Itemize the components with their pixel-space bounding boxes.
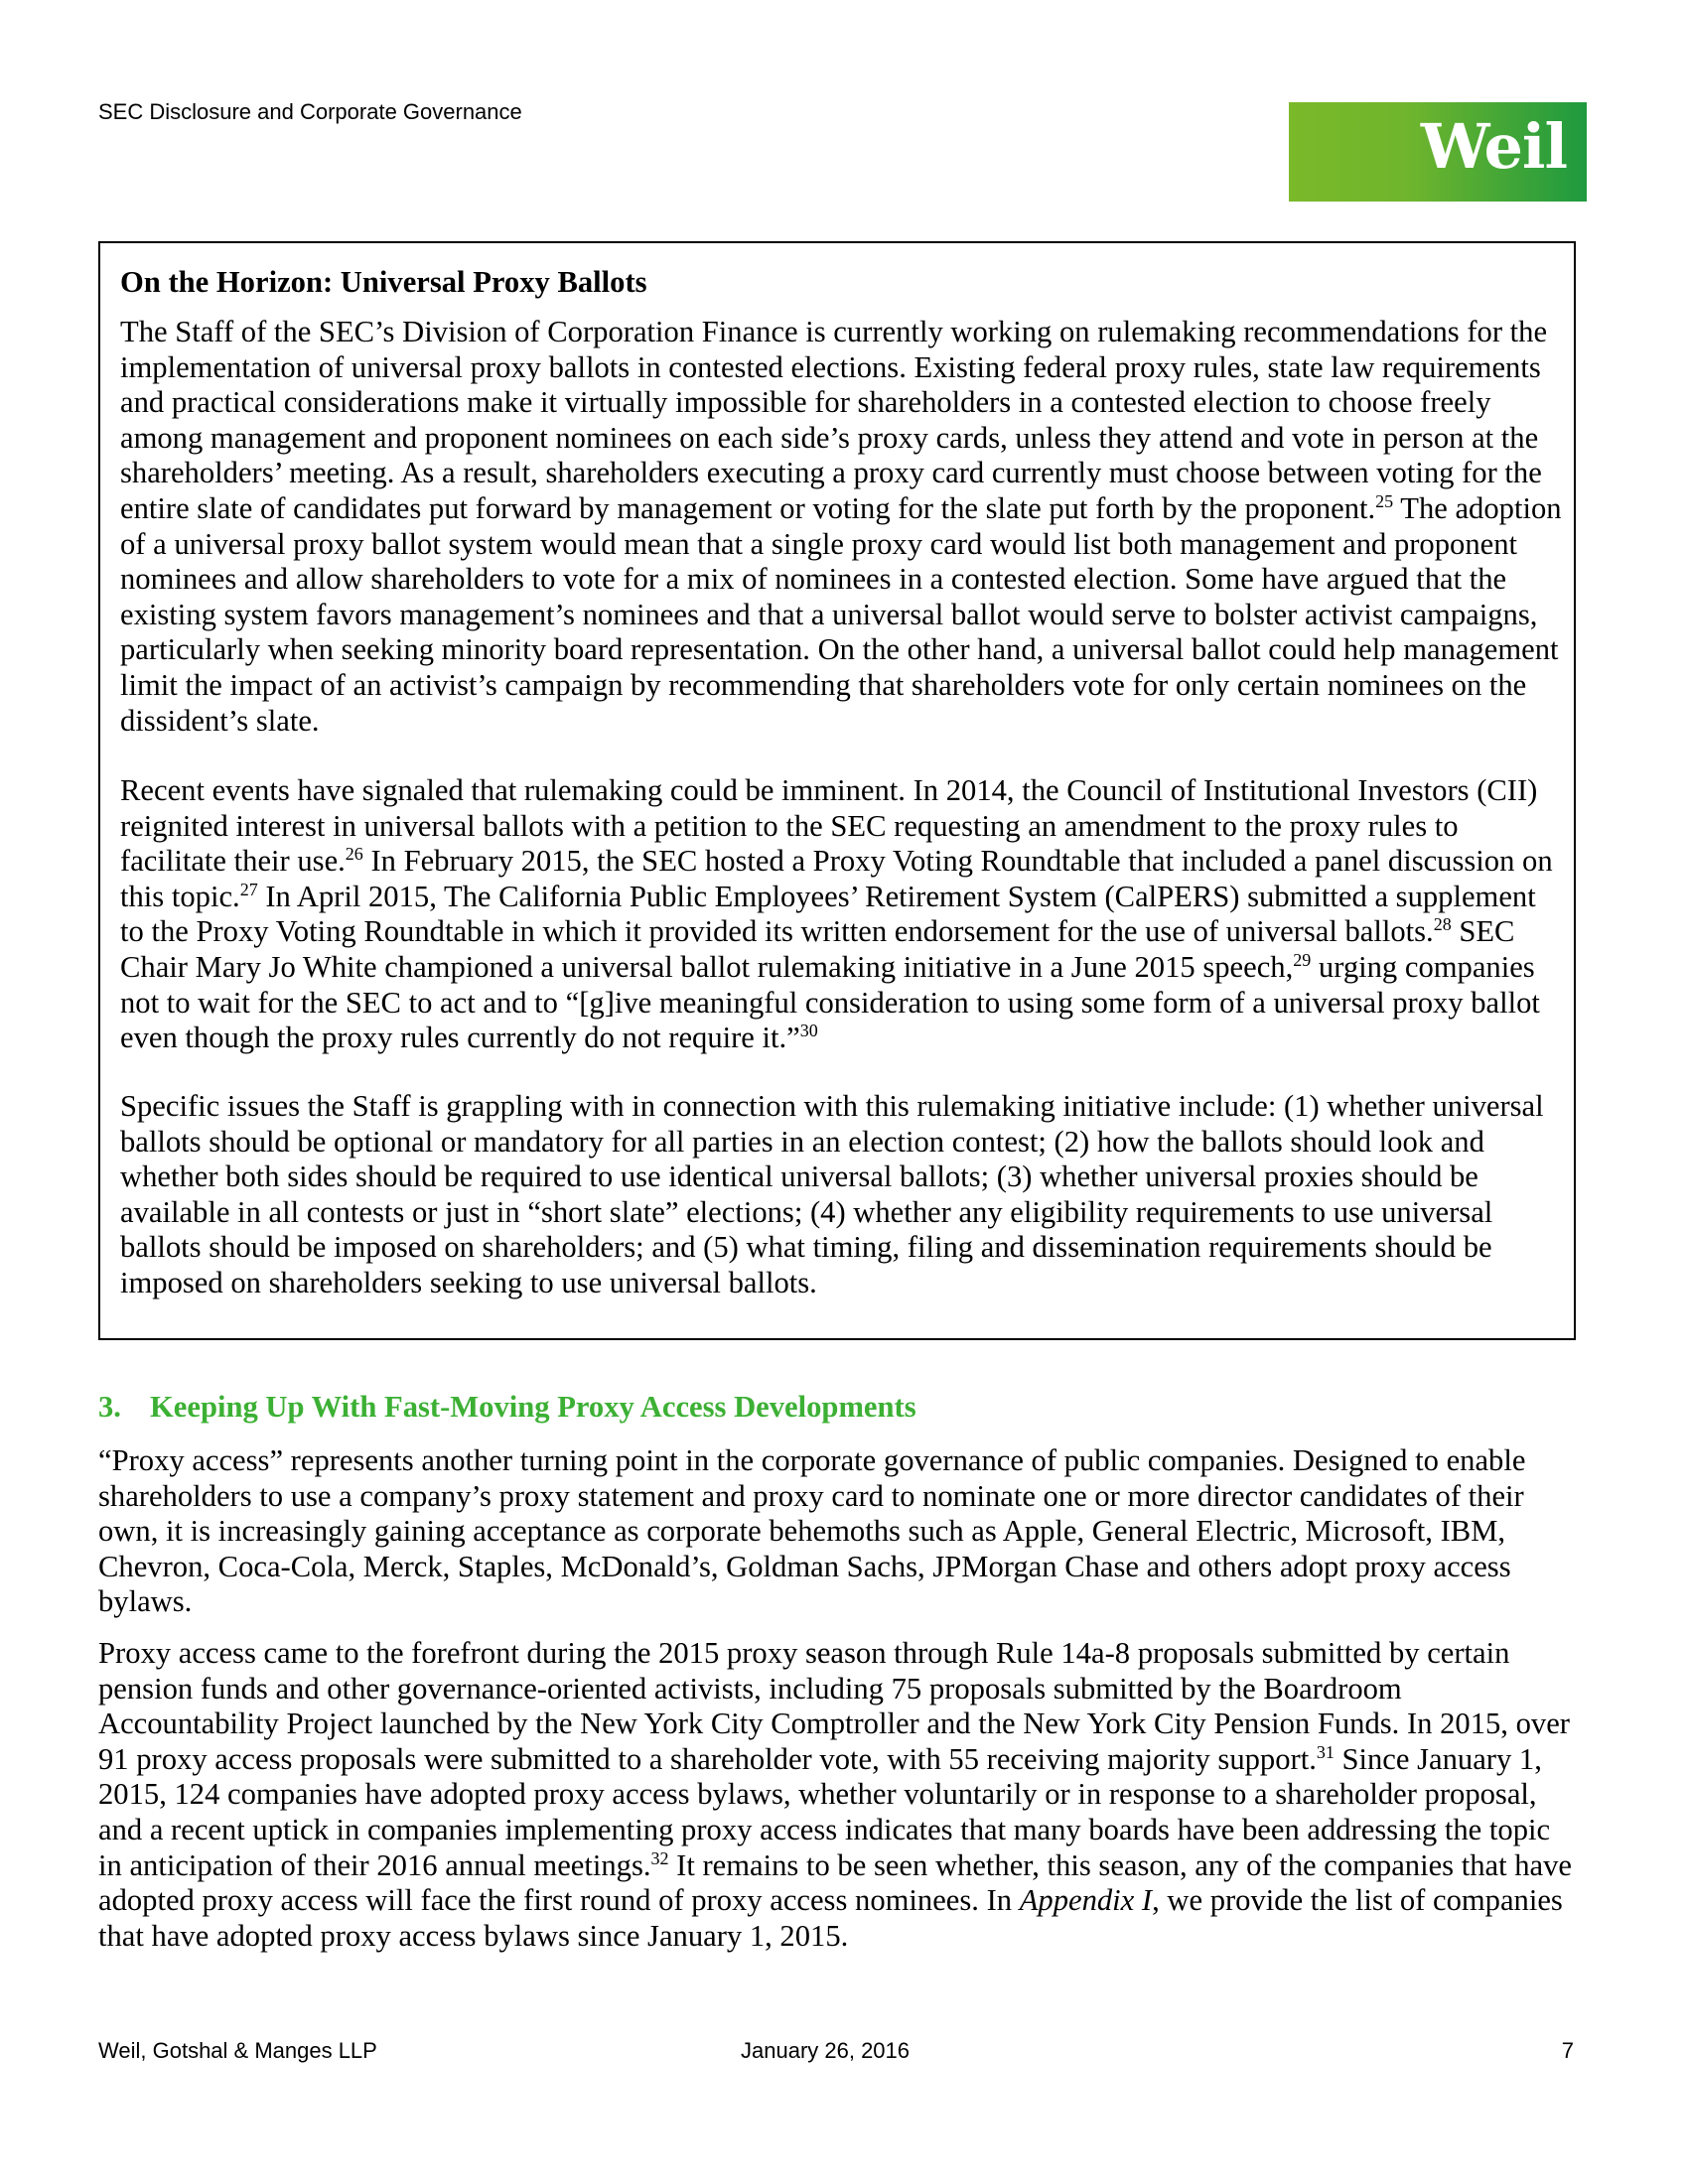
section-title: Keeping Up With Fast-Moving Proxy Access Developments (150, 1390, 916, 1424)
footnote-ref: 31 (1316, 1741, 1335, 1762)
text: Proxy access came to the forefront during the 2015 proxy season through Rule 14a-8 proposals submitted by certain pension funds and other governance-oriented activists, including 75 proposals submitted by the Boardroom Accountability Project launched by the New York City Comptroller and the New York City Pension Funds. In 2015, over 91 proxy access proposals were submitted to a shareholder vote, with 55 receiving majority support. (98, 1636, 1570, 1776)
text: The adoption of a universal proxy ballot system would mean that a single proxy card would list both management and proponent nominees and allow shareholders to vote for a mix of nominees in a contested election. Some have argued that the existing system favors management’s nominees and that a universal ballot would serve to bolster activist campaigns, particularly when seeking minority board representation. On the other hand, a universal ballot could help management limit the impact of an activist’s campaign by recommending that shareholders vote for only certain nominees on the dissident’s slate. (120, 490, 1562, 738)
section-number: 3. (98, 1390, 121, 1424)
callout-paragraph-1 (120, 315, 1562, 739)
appendix-reference: Appendix I (1019, 1883, 1153, 1918)
weil-logo (1289, 102, 1587, 202)
footnote-ref: 26 (345, 844, 363, 864)
text: urging companies not to wait for the SEC to act and to “[g]ive meaningful consideration to using some form of a universal proxy ballot even though the proxy rules currently do not require it.” (120, 949, 1540, 1055)
footnote-ref: 32 (650, 1847, 669, 1868)
body-paragraph-1: “Proxy access” represents another turning point in the corporate governance of public companies. Designed to enable shareholders to use a company’s proxy statement and proxy card to nominate one or more director candidates of their own, it is increasingly gaining acceptance as corporate behemoths such as Apple, General Electric, Microsoft, IBM, Chevron, Coca-Cola, Merck, Staples, McDonald’s, Goldman Sachs, JPMorgan Chase and others adopt proxy access bylaws. (98, 1443, 1526, 1619)
text: In February 2015, the SEC hosted a Proxy Voting Roundtable that included a panel discussion on this topic. (120, 844, 1553, 913)
footnote-ref: 28 (1433, 914, 1452, 935)
running-header: SEC Disclosure and Corporate Governance (98, 99, 522, 124)
callout-paragraph-2 (120, 773, 1562, 1056)
section-heading (98, 1390, 916, 1425)
text: In April 2015, The California Public Employees’ Retirement System (CalPERS) submitted a supplement to the Proxy Voting Roundtable in which it provided its written endorsement for the use of universal ballots. (120, 879, 1536, 949)
text: The Staff of the SEC’s Division of Corporation Finance is currently working on rulemaking recommendations for the implementation of universal proxy ballots in contested elections. Existing federal proxy rules, state law requirements and practical considerations make it virtually impossible for shareholders in a contested election to choose freely among management and proponent nominees on each side’s proxy cards, unless they attend and vote in person at the shareholders’ meeting. As a result, shareholders executing a proxy card currently must choose between voting for the entire slate of candidates put forward by management or voting for the slate put forth by the proponent. (120, 315, 1548, 525)
text: Since January 1, 2015, 124 companies have adopted proxy access bylaws, whether voluntarily or in response to a shareholder proposal, and a recent uptick in companies implementing proxy access indicates that many boards have been addressing the topic in anticipation of their 2016 annual meetings. (98, 1741, 1551, 1882)
footnote-ref: 25 (1375, 490, 1394, 511)
footer-date: January 26, 2016 (741, 2038, 911, 2063)
text: It remains to be seen whether, this season, any of the companies that have adopted proxy access will face the first round of proxy access nominees. In (98, 1847, 1573, 1918)
body-paragraph-2 (98, 1636, 1580, 1954)
text: , we provide the list of companies that have adopted proxy access bylaws since January 1, 2015. (98, 1883, 1563, 1953)
text: SEC Chair Mary Jo White championed a universal ballot rulemaking initiative in a June 2015 speech, (120, 914, 1515, 984)
horizon-callout-box (98, 241, 1576, 1340)
footnote-ref: 27 (239, 879, 258, 899)
text: Recent events have signaled that rulemaking could be imminent. In 2014, the Council of Institutional Investors (CII) reignited interest in universal ballots with a petition to the SEC requesting an amendment to the proxy rules to facilitate their use. (120, 773, 1538, 879)
callout-paragraph-3: Specific issues the Staff is grappling with in connection with this rulemaking initiative include: (1) whether universal ballots should be optional or mandatory for all parties in an election contest; (2) how the ballots should look and whether both sides should be required to use identical universal ballots; (3) whether universal proxies should be available in all contests or just in “short slate” elections; (4) whether any eligibility requirements to use universal ballots should be imposed on shareholders; and (5) what timing, filing and dissemination requirements should be imposed on shareholders seeking to use universal ballots. (120, 1089, 1544, 1299)
footnote-ref: 30 (799, 1020, 818, 1040)
logo-text: Weil (1420, 110, 1567, 183)
footnote-ref: 29 (1293, 949, 1312, 970)
callout-title: On the Horizon: Universal Proxy Ballots (120, 265, 647, 299)
page-number: 7 (1561, 2038, 1574, 2063)
footer-firm: Weil, Gotshal & Manges LLP (98, 2038, 377, 2063)
